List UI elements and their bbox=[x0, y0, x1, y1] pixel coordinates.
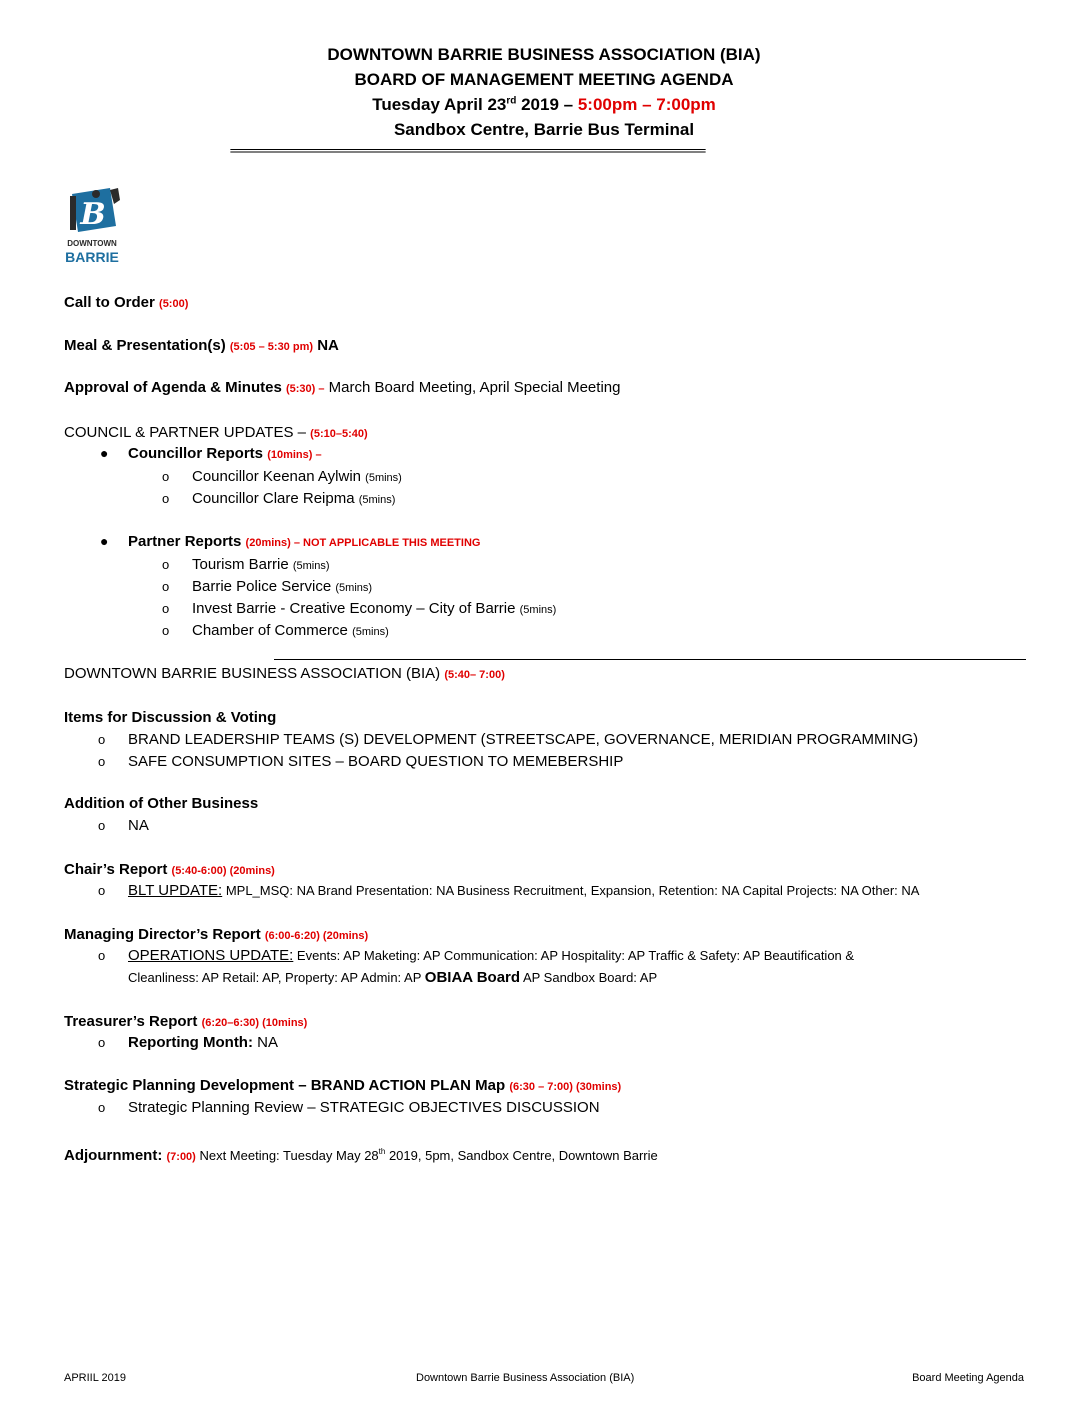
blt-update-label: BLT UPDATE: bbox=[128, 882, 223, 899]
blt-update-details: MPL_MSQ: NA Brand Presentation: NA Business Recruitment, Expansion, Retention: NA Capital Projects: NA Other: NA bbox=[222, 883, 920, 898]
managing-director-report bbox=[64, 925, 368, 946]
council-partner-updates bbox=[64, 423, 368, 444]
list-item: SAFE CONSUMPTION SITES – BOARD QUESTION TO MEMEBERSHIP bbox=[128, 753, 624, 770]
call-to-order bbox=[64, 293, 188, 314]
header-date-suffix: rd bbox=[506, 95, 517, 107]
partner-duration: (5mins) bbox=[292, 560, 330, 572]
list-item bbox=[192, 621, 389, 642]
chair-report-label: Chair’s Report bbox=[64, 861, 172, 878]
next-meeting-details: 2019, 5pm, Sandbox Centre, Downtown Barrie bbox=[385, 1148, 658, 1163]
circle-bullet-icon: o bbox=[98, 948, 106, 963]
header-date: Tuesday April 23 bbox=[372, 95, 507, 114]
downtown-barrie-logo bbox=[66, 186, 122, 270]
discussion-heading: Items for Discussion & Voting bbox=[64, 709, 277, 726]
call-to-order-label: Call to Order bbox=[64, 294, 160, 311]
svg-text:B: B bbox=[80, 197, 106, 232]
partner-duration: (5mins) bbox=[519, 604, 557, 616]
partner-name: Barrie Police Service bbox=[192, 578, 336, 595]
header-time: 5:00pm – 7:00pm bbox=[577, 95, 716, 114]
councillor-reports-time: (10mins) – bbox=[267, 449, 322, 461]
partner-reports-note: (20mins) – NOT APPLICABLE THIS MEETING bbox=[245, 537, 481, 549]
circle-bullet-icon: o bbox=[98, 754, 106, 769]
meal-value: NA bbox=[313, 337, 339, 354]
councillor-name: Councillor Keenan Aylwin bbox=[192, 468, 366, 485]
circle-bullet-icon: o bbox=[162, 557, 170, 572]
partner-name: Chamber of Commerce bbox=[192, 622, 353, 639]
council-time: (5:10–5:40) bbox=[310, 428, 368, 440]
strategic-planning-time: (6:30 – 7:00) (30mins) bbox=[509, 1081, 622, 1093]
list-item bbox=[128, 881, 919, 901]
treasurer-report-time: (6:20–6:30) (10mins) bbox=[201, 1017, 308, 1029]
councillor-name: Councillor Clare Reipma bbox=[192, 490, 359, 507]
circle-bullet-icon: o bbox=[98, 883, 106, 898]
meal-time: (5:05 – 5:30 pm) bbox=[229, 341, 314, 353]
header-title-line: DOWNTOWN BARRIE BUSINESS ASSOCIATION (BIA) bbox=[327, 45, 761, 64]
logo-mark-icon bbox=[66, 186, 122, 270]
adjournment-time: (7:00) bbox=[166, 1151, 196, 1163]
circle-bullet-icon: o bbox=[98, 732, 106, 747]
councillor-reports-label: Councillor Reports bbox=[128, 445, 268, 462]
partner-reports bbox=[128, 532, 480, 553]
bullet-icon: ● bbox=[100, 445, 109, 461]
reporting-month-label: Reporting Month: bbox=[128, 1034, 253, 1051]
list-item bbox=[128, 1033, 278, 1053]
adjournment-label: Adjournment: bbox=[64, 1147, 167, 1164]
header-date-line bbox=[0, 92, 1088, 117]
svg-text:BARRIE: BARRIE bbox=[66, 249, 119, 265]
header-location-line: Sandbox Centre, Barrie Bus Terminal bbox=[393, 120, 695, 139]
meal-label: Meal & Presentation(s) bbox=[64, 337, 230, 354]
circle-bullet-icon: o bbox=[162, 623, 170, 638]
footer-title: Board Meeting Agenda bbox=[912, 1372, 1024, 1384]
circle-bullet-icon: o bbox=[162, 491, 170, 506]
strategic-planning-label: Strategic Planning Development – BRAND ACTION PLAN Map bbox=[64, 1077, 510, 1094]
list-item bbox=[192, 489, 395, 510]
section-divider bbox=[274, 659, 1026, 660]
header-divider: ======================================================================================================================== bbox=[230, 146, 705, 156]
circle-bullet-icon: o bbox=[162, 601, 170, 616]
partner-reports-label: Partner Reports bbox=[128, 533, 246, 550]
call-to-order-time: (5:00) bbox=[159, 298, 189, 310]
footer-date: APRIIL 2019 bbox=[64, 1372, 126, 1384]
list-item: Strategic Planning Review – STRATEGIC OBJECTIVES DISCUSSION bbox=[128, 1099, 600, 1116]
list-item: BRAND LEADERSHIP TEAMS (S) DEVELOPMENT (STREETSCAPE, GOVERNANCE, MERIDIAN PROGRAMMING) bbox=[128, 731, 919, 748]
circle-bullet-icon: o bbox=[98, 1100, 106, 1115]
list-item bbox=[192, 577, 372, 598]
list-item: NA bbox=[128, 817, 149, 834]
footer-organization: Downtown Barrie Business Association (BIA) bbox=[416, 1372, 635, 1384]
partner-name: Tourism Barrie bbox=[192, 556, 293, 573]
strategic-planning bbox=[64, 1076, 621, 1097]
approval-label: Approval of Agenda & Minutes bbox=[64, 379, 286, 396]
partner-duration: (5mins) bbox=[352, 626, 389, 638]
list-item bbox=[192, 555, 330, 576]
treasurer-report-label: Treasurer’s Report bbox=[64, 1013, 202, 1030]
next-meeting: Next Meeting: Tuesday May 28 bbox=[195, 1148, 379, 1163]
chair-report-time: (5:40-6:00) (20mins) bbox=[171, 865, 275, 877]
reporting-month-value: NA bbox=[252, 1034, 278, 1051]
dbba-time: (5:40– 7:00) bbox=[444, 669, 505, 681]
md-report-label: Managing Director’s Report bbox=[64, 926, 265, 943]
chair-report bbox=[64, 860, 275, 881]
obiaa-board-label: OBIAA Board bbox=[424, 969, 521, 986]
header-subtitle-line: BOARD OF MANAGEMENT MEETING AGENDA bbox=[354, 70, 734, 89]
council-label: COUNCIL & PARTNER UPDATES – bbox=[64, 424, 311, 441]
adjournment bbox=[64, 1142, 658, 1167]
circle-bullet-icon: o bbox=[98, 818, 106, 833]
list-item bbox=[192, 599, 556, 620]
document-header bbox=[0, 42, 1088, 142]
dbba-label: DOWNTOWN BARRIE BUSINESS ASSOCIATION (BIA) bbox=[64, 665, 445, 682]
circle-bullet-icon: o bbox=[162, 579, 170, 594]
next-meeting-suffix: th bbox=[378, 1147, 386, 1156]
svg-text:DOWNTOWN: DOWNTOWN bbox=[67, 239, 117, 248]
partner-duration: (5mins) bbox=[335, 582, 373, 594]
md-report-time: (6:00-6:20) (20mins) bbox=[264, 930, 369, 942]
approval-time: (5:30) – bbox=[285, 383, 325, 395]
dbba-section bbox=[64, 664, 505, 685]
approval-agenda-minutes bbox=[64, 378, 620, 399]
other-business-heading: Addition of Other Business bbox=[64, 795, 259, 812]
header-year: 2019 – bbox=[516, 95, 578, 114]
approval-items: March Board Meeting, April Special Meeting bbox=[324, 379, 621, 396]
circle-bullet-icon: o bbox=[98, 1035, 106, 1050]
councillor-duration: (5mins) bbox=[358, 494, 396, 506]
operations-update-details: AP Sandbox Board: AP bbox=[520, 970, 658, 985]
meal-presentations bbox=[64, 336, 339, 357]
operations-update-details: Cleanliness: AP Retail: AP, Property: AP Admin: AP bbox=[128, 970, 425, 985]
list-item bbox=[128, 946, 854, 966]
circle-bullet-icon: o bbox=[162, 469, 170, 484]
operations-update-continued bbox=[128, 968, 657, 988]
operations-update-label: OPERATIONS UPDATE: bbox=[128, 947, 294, 964]
councillor-reports bbox=[128, 444, 322, 465]
councillor-duration: (5mins) bbox=[365, 472, 402, 484]
treasurer-report bbox=[64, 1012, 307, 1033]
list-item bbox=[192, 467, 402, 488]
partner-name: Invest Barrie - Creative Economy – City of Barrie bbox=[192, 600, 520, 617]
bullet-icon: ● bbox=[100, 533, 109, 549]
operations-update-details: Events: AP Maketing: AP Communication: AP Hospitality: AP Traffic & Safety: AP Beautification & bbox=[293, 948, 855, 963]
